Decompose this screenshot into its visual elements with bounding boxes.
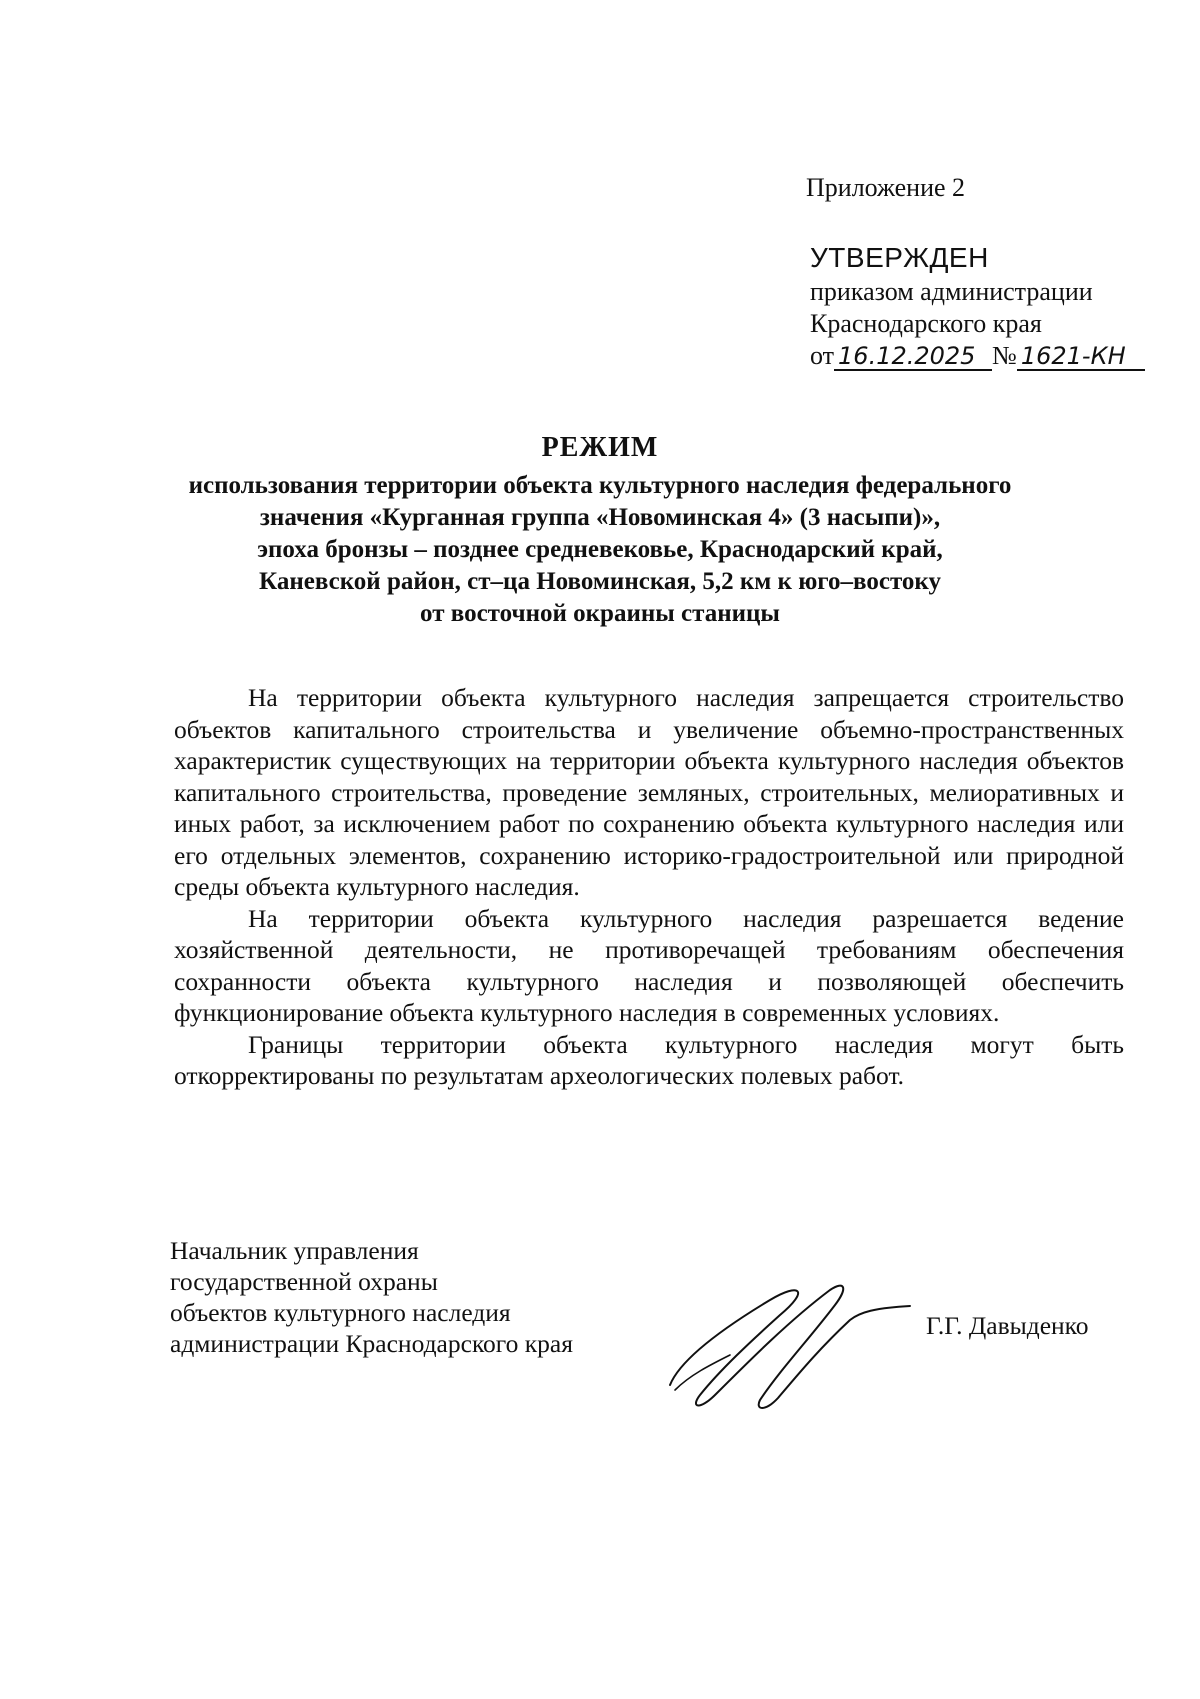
heading-line-5: от восточной окраины станицы — [420, 600, 780, 627]
heading-line-1: использования территории объекта культурного наследия федерального — [188, 472, 1012, 499]
heading-title: РЕЖИМ — [541, 432, 659, 463]
position-line-4: администрации Краснодарского края — [170, 1329, 573, 1358]
signer-name: Г.Г. Давыденко — [926, 1311, 1089, 1340]
approved-line-2: Краснодарского края — [810, 309, 1042, 338]
heading-subtitle — [130, 470, 1070, 630]
document-body — [174, 682, 1124, 1092]
order-date: 16.12.2025 — [834, 343, 992, 371]
order-date-line — [810, 340, 1170, 372]
handwritten-signature — [660, 1270, 920, 1420]
body-paragraph-1: На территории объекта культурного наследия запрещается строительство объектов капитального строительства и увеличение объемно-пространственных характеристик существующих на территории объекта культурного наследия объектов капитального строительства, проведение земляных, строительных, мелиоративных и иных работ, за исключением работ по сохранению объекта культурного наследия или его отдельных элементов, сохранению историко-градостроительной или природной среды объекта культурного наследия. — [174, 683, 1124, 901]
approved-line-1: приказом администрации — [810, 277, 1093, 306]
appendix-label: Приложение 2 — [806, 173, 966, 202]
body-paragraph-2: На территории объекта культурного наследия разрешается ведение хозяйственной деятельности, не противоречащей требованиям обеспечения сохранности объекта культурного наследия и позволяющей обеспечить функционирование объекта культурного наследия в современных условиях. — [174, 903, 1124, 1027]
heading-line-2: значения «Курганная группа «Новоминская 4» (3 насыпи)», — [259, 504, 941, 531]
document-heading — [130, 432, 1070, 630]
approved-title: УТВЕРЖДЕН — [810, 242, 989, 273]
body-paragraph-3: Границы территории объекта культурного наследия могут быть откорректированы по результатам археологических полевых работ. — [174, 1029, 1124, 1090]
approval-stamp-block — [810, 242, 1170, 372]
number-prefix: № — [992, 341, 1017, 370]
date-prefix: от — [810, 341, 835, 370]
heading-line-4: Каневской район, ст–ца Новоминская, 5,2 км к юго–востоку — [259, 568, 941, 595]
heading-line-3: эпоха бронзы – позднее средневековье, Краснодарский край, — [257, 536, 943, 563]
position-line-3: объектов культурного наследия — [170, 1298, 511, 1327]
signatory-position — [170, 1235, 690, 1359]
order-number: 1621-КН — [1017, 343, 1145, 371]
position-line-1: Начальник управления — [170, 1236, 419, 1265]
position-line-2: государственной охраны — [170, 1267, 438, 1296]
